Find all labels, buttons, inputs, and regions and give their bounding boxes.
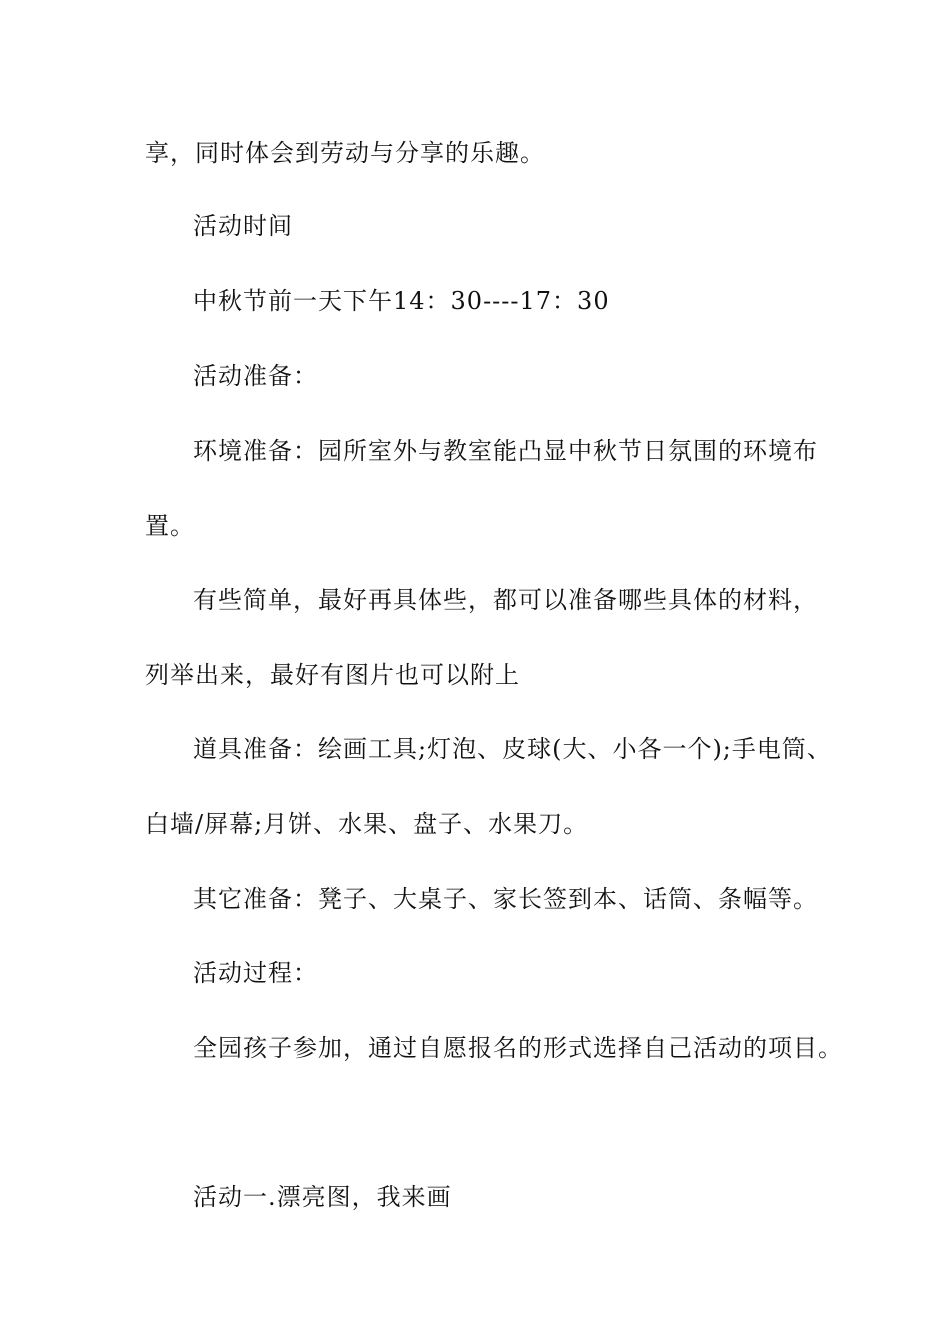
paragraph-line: 其它准备：凳子、大桌子、家长签到本、话筒、条幅等。 (193, 885, 818, 913)
paragraph-line: 道具准备：绘画工具;灯泡、皮球(大、小各一个);手电筒、 (193, 735, 832, 763)
paragraph-line: 中秋节前一天下午14：30----17：30 (193, 287, 610, 315)
paragraph-line: 白墙/屏幕;月饼、水果、盘子、水果刀。 (145, 810, 589, 838)
section-heading: 活动时间 (193, 212, 293, 240)
section-heading: 活动准备： (193, 362, 318, 390)
paragraph-line: 环境准备：园所室外与教室能凸显中秋节日氛围的环境布 (193, 437, 818, 465)
paragraph-line: 置。 (145, 512, 195, 540)
paragraph-line: 有些简单，最好再具体些，都可以准备哪些具体的材料， (193, 586, 818, 614)
section-heading: 活动过程： (193, 959, 318, 987)
paragraph-line: 列举出来，最好有图片也可以附上 (145, 661, 520, 689)
paragraph-line: 享，同时体会到劳动与分享的乐趣。 (145, 139, 545, 167)
paragraph-line: 全园孩子参加，通过自愿报名的形式选择自己活动的项目。 (193, 1034, 843, 1062)
section-heading: 活动一.漂亮图，我来画 (193, 1183, 452, 1211)
